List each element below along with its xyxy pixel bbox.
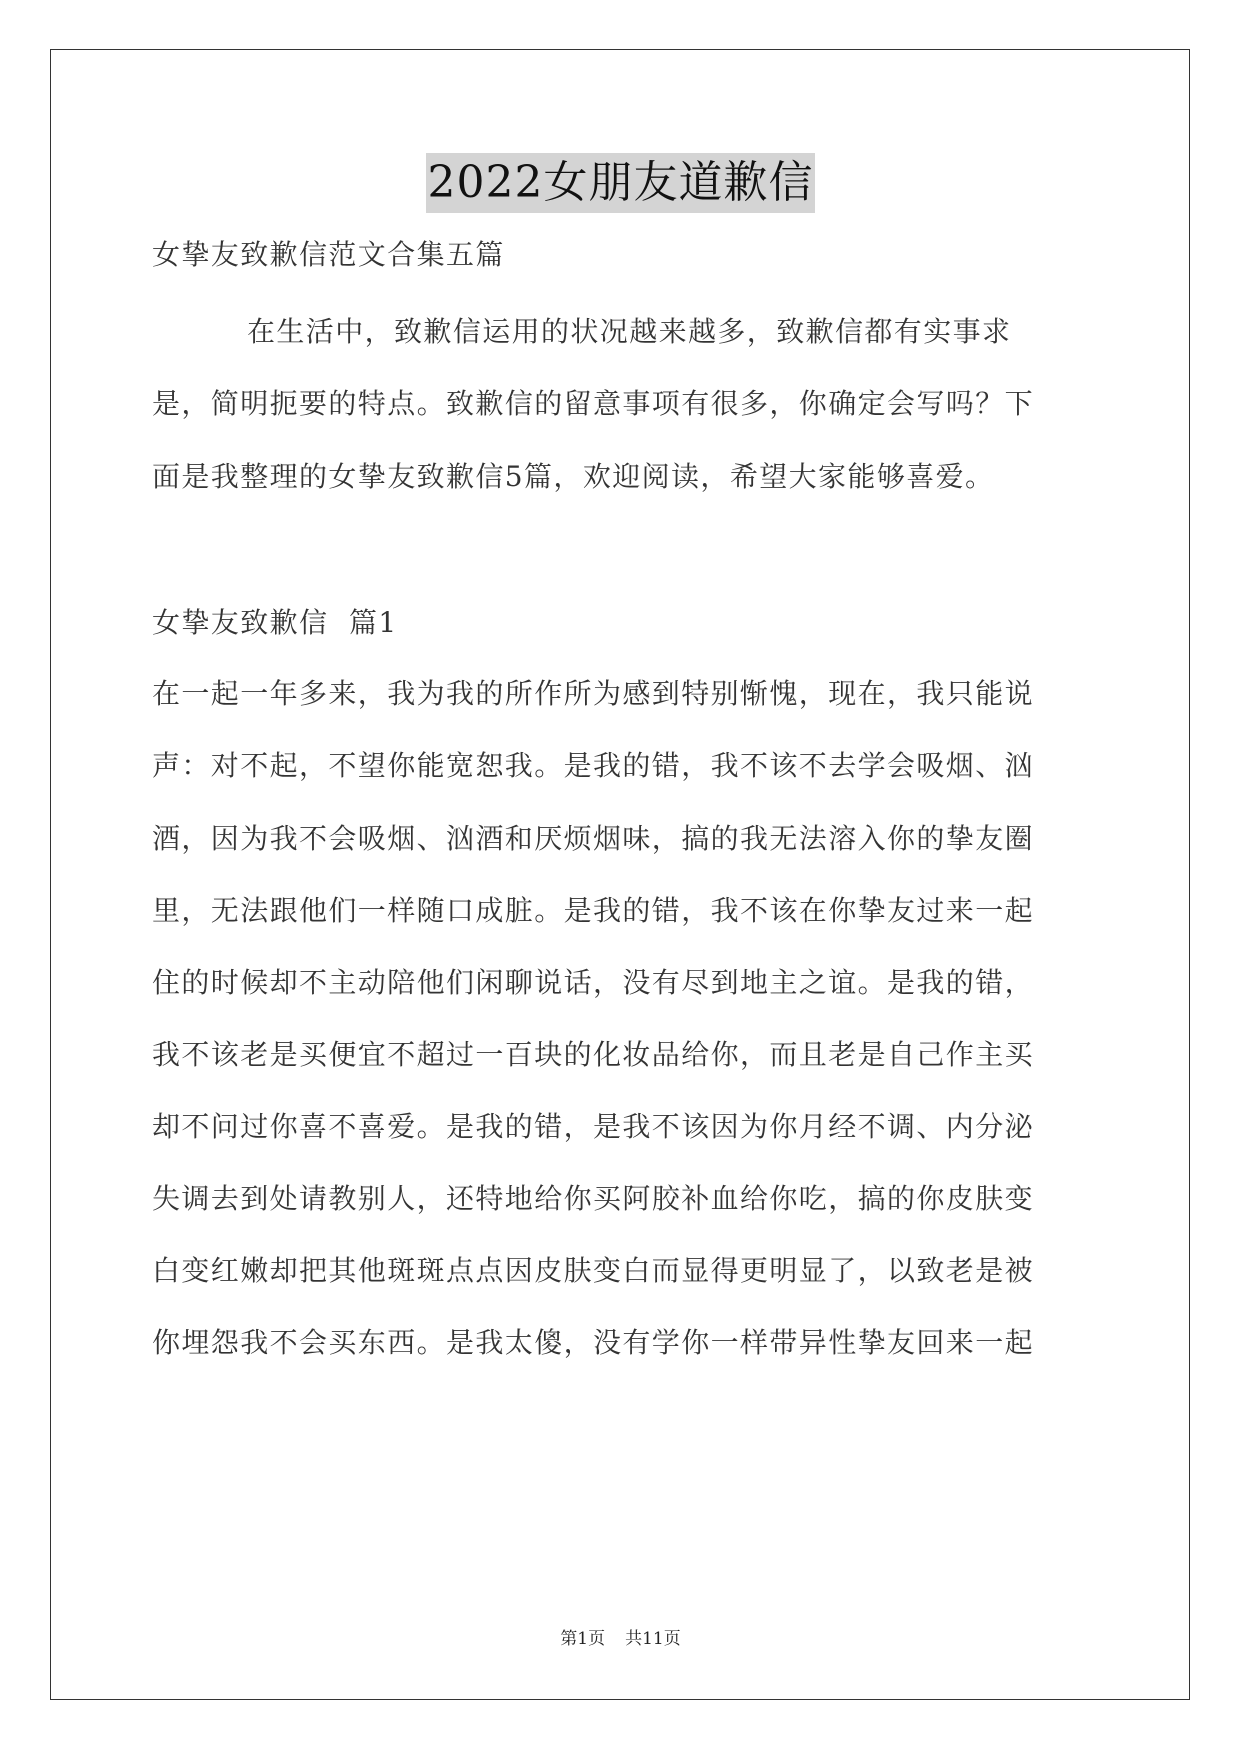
body-line: 你埋怨我不会买东西。是我太傻，没有学你一样带异性挚友回来一起 xyxy=(152,1326,1035,1359)
page-border xyxy=(50,49,1190,1700)
body-line: 酒，因为我不会吸烟、汹酒和厌烦烟味，搞的我无法溶入你的挚友圈 xyxy=(152,822,1035,855)
subtitle: 女挚友致歉信范文合集五篇 xyxy=(152,238,505,271)
page-footer xyxy=(0,1627,1241,1651)
body-line: 却不问过你喜不喜爱。是我的错，是我不该因为你月经不调、内分泌 xyxy=(152,1110,1035,1143)
intro-line-2: 是，简明扼要的特点。致歉信的留意事项有很多，你确定会写吗？下 xyxy=(152,387,1035,420)
body-line: 声：对不起，不望你能宽恕我。是我的错，我不该不去学会吸烟、汹 xyxy=(152,749,1035,782)
intro-line-3: 面是我整理的女挚友致歉信5篇，欢迎阅读，希望大家能够喜爱。 xyxy=(152,460,995,493)
intro-line-1: 在生活中，致歉信运用的状况越来越多，致歉信都有实事求 xyxy=(247,315,1012,348)
section-heading: 女挚友致歉信 篇1 xyxy=(152,606,398,639)
body-line: 白变红嫩却把其他斑斑点点因皮肤变白而显得更明显了，以致老是被 xyxy=(152,1254,1035,1287)
body-line: 我不该老是买便宜不超过一百块的化妆品给你，而且老是自己作主买 xyxy=(152,1038,1035,1071)
document-title: 2022女朋友道歉信 xyxy=(426,153,816,213)
body-line: 在一起一年多来，我为我的所作所为感到特别惭愧，现在，我只能说 xyxy=(152,677,1035,710)
title-container xyxy=(0,153,1241,213)
page-total: 共11页 xyxy=(625,1629,681,1649)
body-line: 住的时候却不主动陪他们闲聊说话，没有尽到地主之谊。是我的错， xyxy=(152,966,1035,999)
page-number: 第1页 xyxy=(560,1629,606,1649)
body-line: 失调去到处请教别人，还特地给你买阿胶补血给你吃，搞的你皮肤变 xyxy=(152,1182,1035,1215)
body-line: 里，无法跟他们一样随口成脏。是我的错，我不该在你挚友过来一起 xyxy=(152,894,1035,927)
